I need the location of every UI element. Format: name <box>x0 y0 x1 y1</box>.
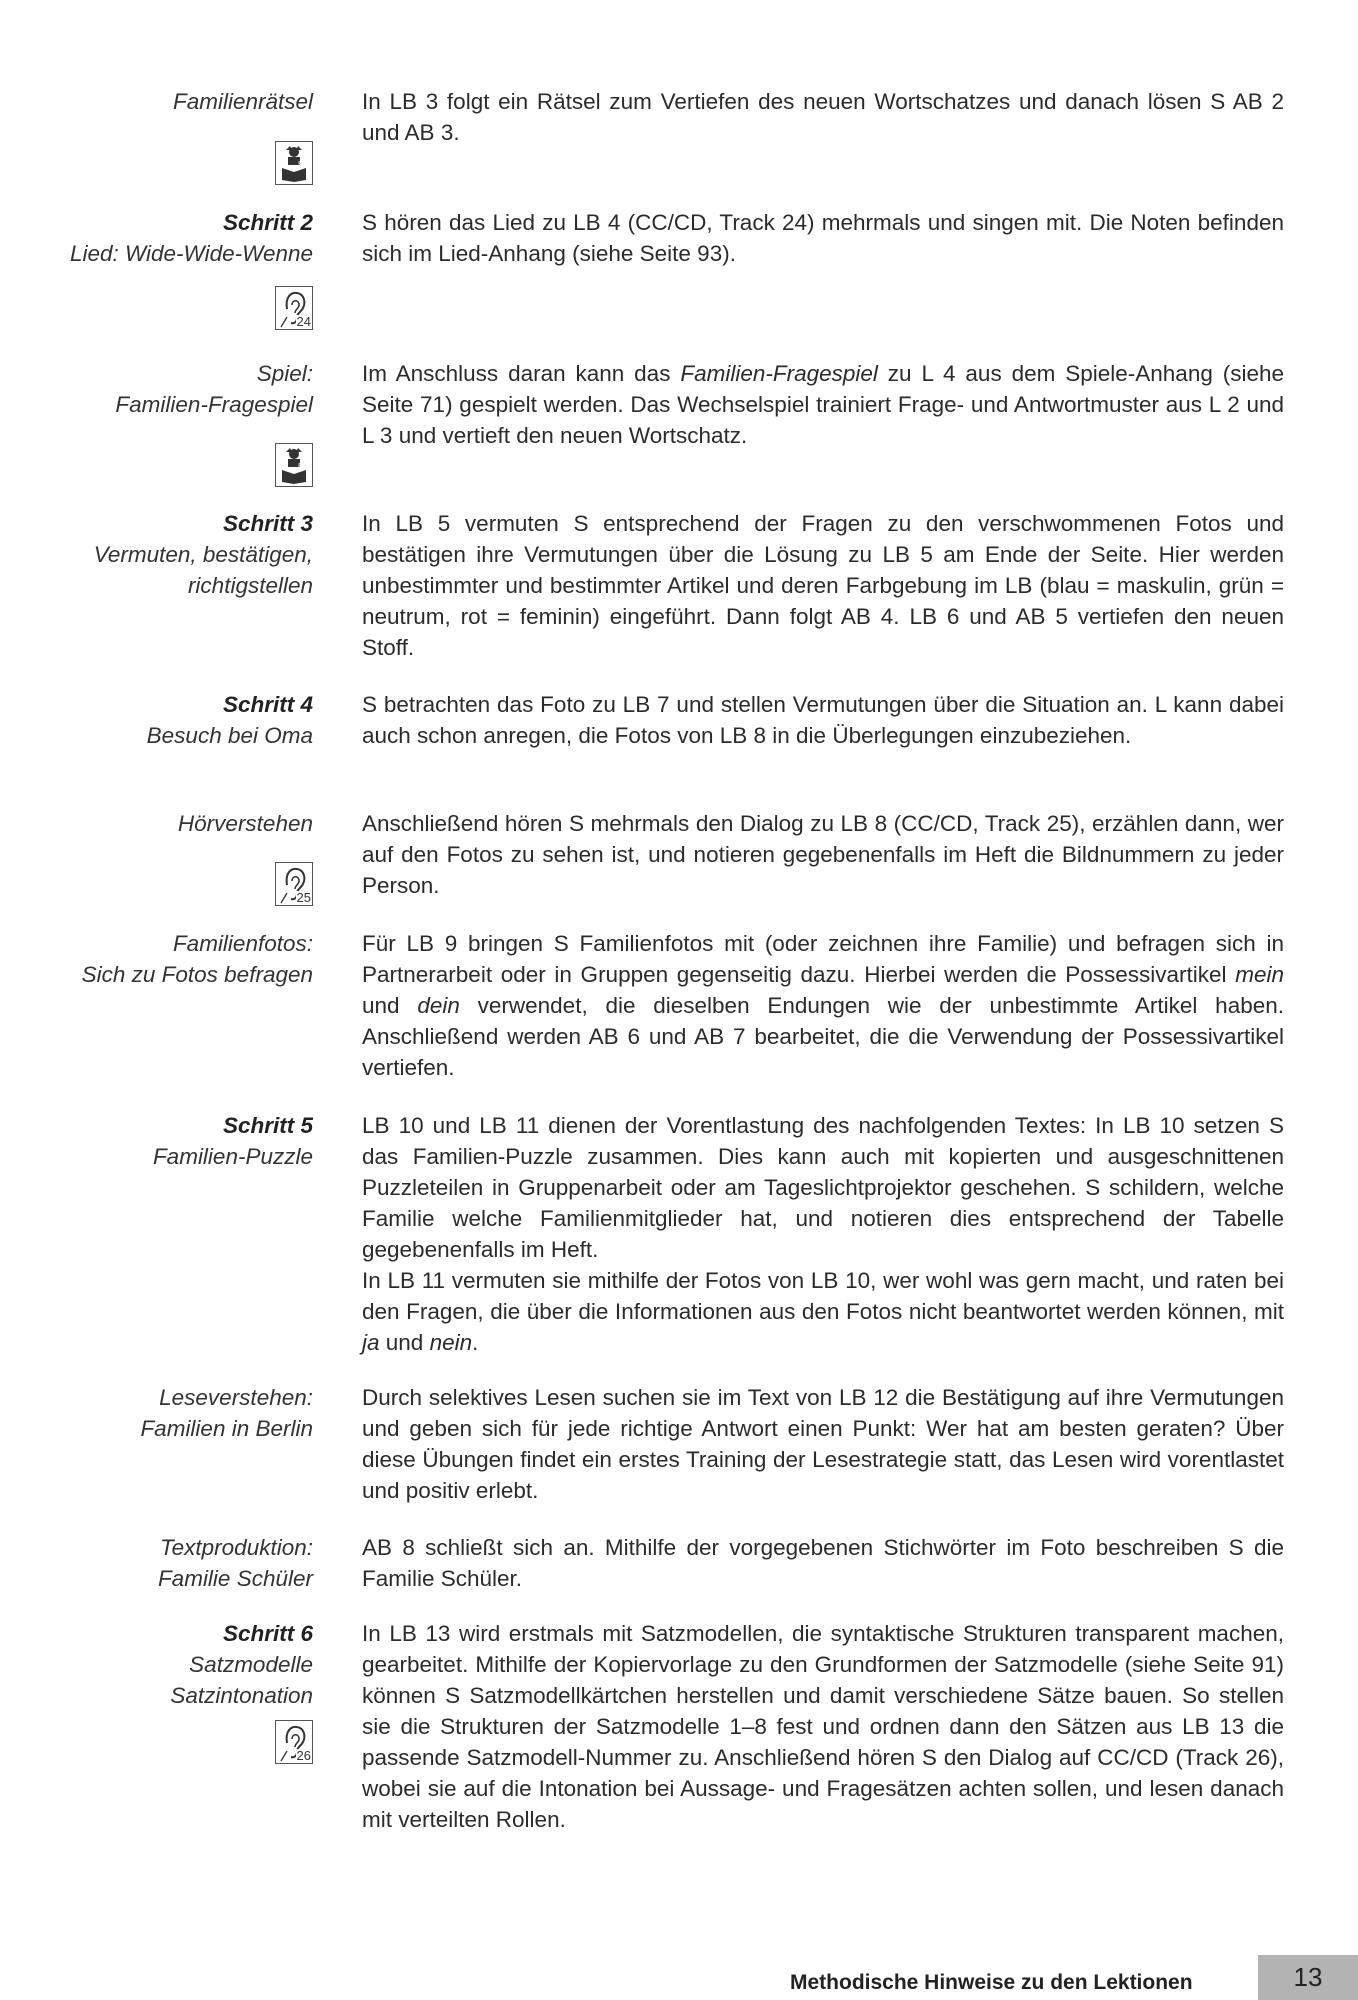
margin-label <box>0 689 313 751</box>
track-number: 24 <box>296 314 311 329</box>
margin-label <box>0 1382 313 1444</box>
ear-icon <box>275 862 313 906</box>
section-text <box>362 86 1284 148</box>
margin-label <box>0 1532 313 1594</box>
paragraph: Für LB 9 bringen S Familienfotos mit (oder zeichnen ihre Familie) und befragen sich in Partnerarbeit oder in Gruppen gegenseitig dazu. Hierbei werden die Possessivartikel mein und dein verwendet, die dieselben Endungen wie der unbestimmte Artikel haben. Anschließend werden AB 6 und AB 7 bearbeitet, die die Verwendung der Possessivartikel vertiefen. <box>362 931 1284 1080</box>
margin-label-line: Familienrätsel <box>172 89 313 114</box>
margin-label <box>0 508 313 601</box>
game-icon <box>275 141 313 185</box>
margin-label-line: Familien-Fragespiel <box>115 392 313 417</box>
track-number: 25 <box>296 890 311 905</box>
margin-label <box>0 86 313 117</box>
paragraph: LB 10 und LB 11 dienen der Vorentlastung des nachfolgenden Textes: In LB 10 setzen S das Familien-Puzzle zusammen. Dies kann auch mit kopierten und ausgeschnittenen Puzzleteilen in Gruppenarbeit oder am Tageslichtprojektor geschehen. S schildern, welche Familie welche Familienmitglieder hat, und notieren dies entsprechend der Tabelle gegebenenfalls im Heft. <box>362 1113 1284 1262</box>
section-text <box>362 1382 1284 1506</box>
track-number: 26 <box>296 1748 311 1763</box>
margin-label <box>0 808 313 839</box>
section-text <box>362 508 1284 663</box>
paragraph: In LB 13 wird erstmals mit Satzmodellen, die syntaktische Strukturen transparent machen, gearbeitet. Mithilfe der Kopiervorlage zu den Grundformen der Satzmodelle (siehe Seite 91) können S Satzmodellkärtchen herstellen und damit verschiedene Sätze bauen. So stellen sie die Strukturen der Satzmodelle 1–8 fest und ordnen dann den Sätzen aus LB 13 die passende Satzmodell-Nummer zu. Anschließend hören S den Dialog auf CC/CD (Track 26), wobei sie auf die Intonation bei Aussage- und Fragesätzen achten sollen, und lesen danach mit verteilten Rollen. <box>362 1621 1284 1832</box>
paragraph: In LB 5 vermuten S entsprechend der Fragen zu den verschwommenen Fotos und bestätigen ihre Vermutungen über die Lösung zu LB 5 am Ende der Seite. Hier werden unbestimmter und bestimmter Artikel und deren Farbgebung im LB (blau = maskulin, grün = neutrum, rot = feminin) eingeführt. Dann folgt AB 4. LB 6 und AB 5 vertiefen den neuen Stoff. <box>362 511 1284 660</box>
margin-label-line: Satzintonation <box>170 1683 313 1708</box>
section-text <box>362 1532 1284 1594</box>
game-icon <box>275 443 313 487</box>
paragraph: In LB 3 folgt ein Rätsel zum Vertiefen des neuen Wortschatzes und danach lösen S AB 2 und AB 3. <box>362 89 1284 145</box>
margin-label-line: Sich zu Fotos befragen <box>81 962 313 987</box>
step-heading: Schritt 3 <box>222 511 313 536</box>
margin-label-line: Satzmodelle <box>189 1652 313 1677</box>
section-text <box>362 689 1284 751</box>
margin-label-line: Familie Schüler <box>157 1566 313 1591</box>
section-text <box>362 1110 1284 1358</box>
margin-label-line: Leseverstehen: <box>159 1385 313 1410</box>
step-heading: Schritt 2 <box>222 210 313 235</box>
margin-label-line: richtigstellen <box>187 573 313 598</box>
paragraph: S betrachten das Foto zu LB 7 und stellen Vermutungen über die Situation an. L kann dabei auch schon anregen, die Fotos von LB 8 in die Überlegungen einzubeziehen. <box>362 692 1284 748</box>
page-number: 13 <box>1258 1955 1358 2000</box>
margin-label-line: Familien-Puzzle <box>152 1144 313 1169</box>
ear-icon <box>275 1720 313 1764</box>
step-heading: Schritt 5 <box>222 1113 313 1138</box>
footer-title: Methodische Hinweise zu den Lektionen <box>790 1971 1193 1994</box>
svg-text:E: E <box>298 160 303 168</box>
paragraph: S hören das Lied zu LB 4 (CC/CD, Track 24) mehrmals und singen mit. Die Noten befinden sich im Lied-Anhang (siehe Seite 93). <box>362 210 1284 266</box>
section-text <box>362 1618 1284 1835</box>
paragraph: Durch selektives Lesen suchen sie im Text von LB 12 die Bestätigung auf ihre Vermutungen und geben sich für jede richtige Antwort einen Punkt: Wer hat am besten geraten? Über diese Übungen findet ein erstes Training der Lesestrategie statt, das Lesen wird vorentlastet und positiv erlebt. <box>362 1385 1284 1503</box>
margin-label-line: Besuch bei Oma <box>146 723 313 748</box>
ear-icon <box>275 286 313 330</box>
margin-label <box>0 1110 313 1172</box>
svg-text:E: E <box>298 462 303 470</box>
section-text <box>362 358 1284 451</box>
paragraph: In LB 11 vermuten sie mithilfe der Fotos von LB 10, wer wohl was gern macht, und raten bei den Fragen, die über die Informationen aus den Fotos nicht beantwortet werden können, mit ja und nein. <box>362 1268 1284 1355</box>
margin-label <box>0 928 313 990</box>
step-heading: Schritt 4 <box>222 692 313 717</box>
margin-label-line: Hörverstehen <box>177 811 313 836</box>
margin-label <box>0 207 313 269</box>
step-heading: Schritt 6 <box>222 1621 313 1646</box>
margin-label-line: Textproduktion: <box>159 1535 313 1560</box>
section-text <box>362 808 1284 901</box>
margin-label-line: Spiel: <box>256 361 313 386</box>
margin-label-line: Lied: Wide-Wide-Wenne <box>69 241 313 266</box>
paragraph: Im Anschluss daran kann das Familien-Fragespiel zu L 4 aus dem Spiele-Anhang (siehe Seite 71) gespielt werden. Das Wechselspiel trainiert Frage- und Antwortmuster aus L 2 und L 3 und vertieft den neuen Wortschatz. <box>362 361 1285 448</box>
margin-label-line: Familienfotos: <box>172 931 313 956</box>
section-text <box>362 928 1284 1083</box>
section-text <box>362 207 1284 269</box>
paragraph: Anschließend hören S mehrmals den Dialog zu LB 8 (CC/CD, Track 25), erzählen dann, wer auf den Fotos zu sehen ist, und notieren gegebenenfalls im Heft die Bildnummern zu jeder Person. <box>362 811 1284 898</box>
margin-label-line: Familien in Berlin <box>140 1416 313 1441</box>
margin-label-line: Vermuten, bestätigen, <box>93 542 313 567</box>
paragraph: AB 8 schließt sich an. Mithilfe der vorgegebenen Stichwörter im Foto beschreiben S die Familie Schüler. <box>362 1535 1284 1591</box>
margin-label <box>0 1618 313 1711</box>
margin-label <box>0 358 313 420</box>
